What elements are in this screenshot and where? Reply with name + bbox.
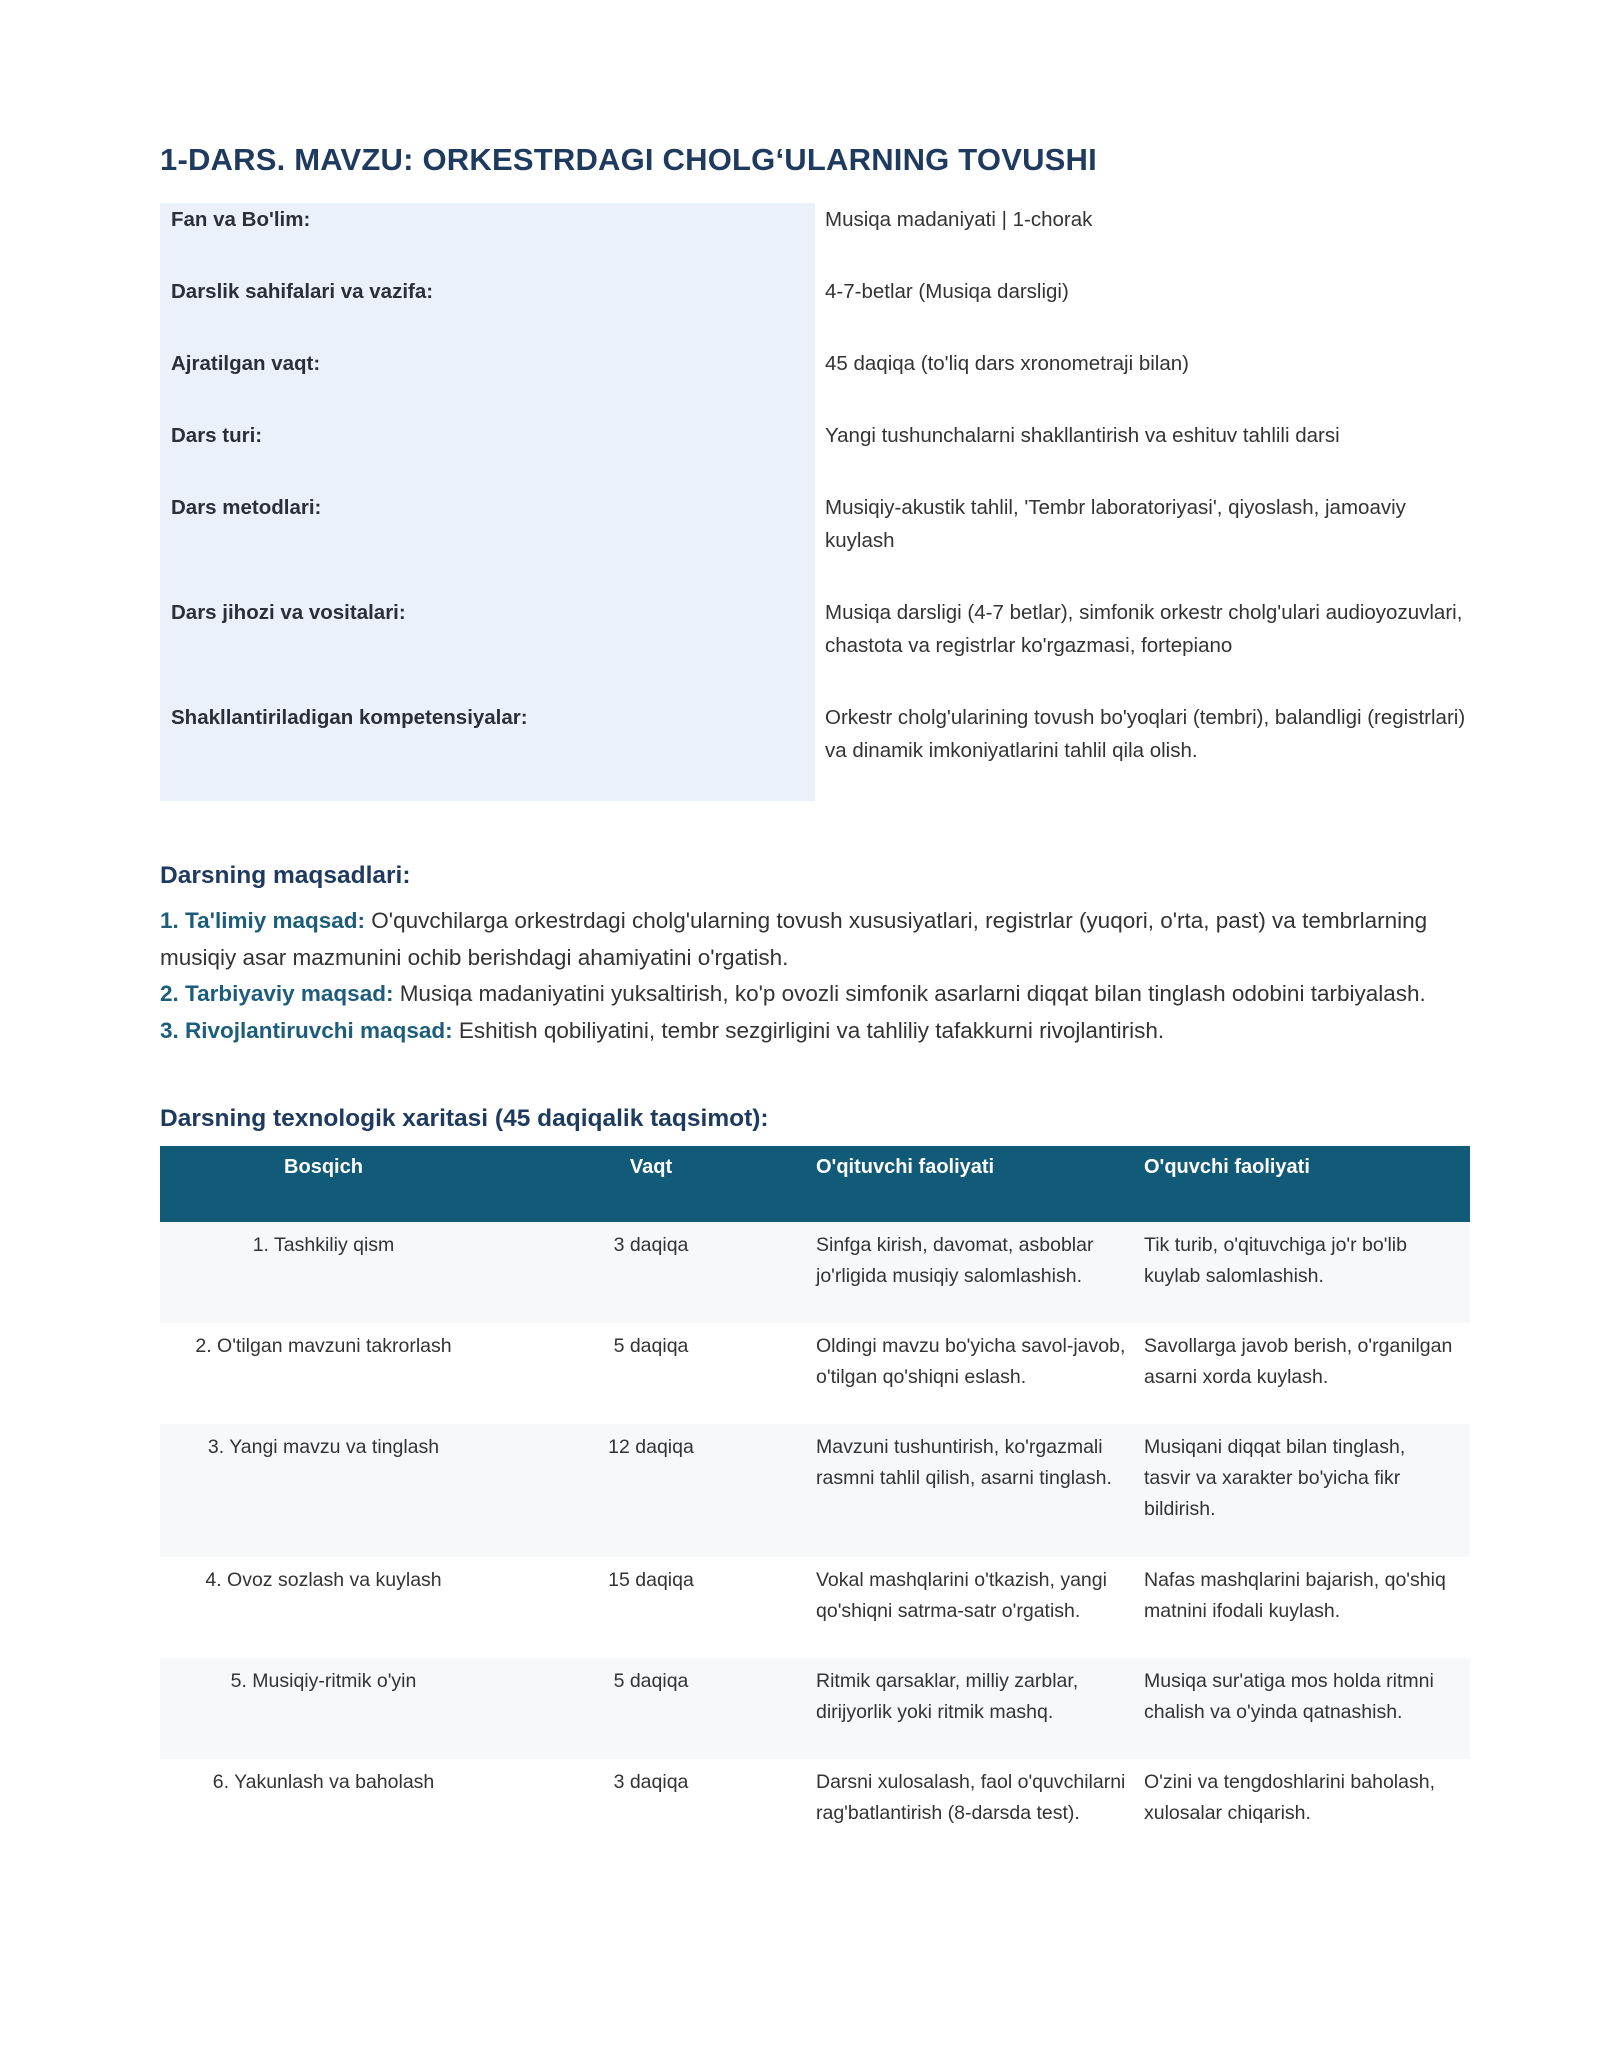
goals-heading: Darsning maqsadlari: <box>160 862 411 889</box>
stage-cell: 3. Yangi mavzu va tinglash <box>160 1424 487 1557</box>
info-value: Yangi tushunchalarni shakllantirish va eshituv tahlili darsi <box>825 424 1340 447</box>
time-cell: 15 daqiqa <box>608 1569 694 1591</box>
tech-map-table <box>160 1146 1470 1869</box>
stage-cell: 2. O'tilgan mavzuni takrorlash <box>195 1335 452 1357</box>
info-label: Fan va Bo'lim: <box>160 203 815 275</box>
table-row <box>160 1759 1470 1869</box>
table-row <box>160 1323 1470 1424</box>
info-label: Darslik sahifalari va vazifa: <box>160 275 815 347</box>
goal-label: 3. Rivojlantiruvchi maqsad: <box>160 1017 453 1043</box>
stage-cell: 6. Yakunlash va baholash <box>212 1771 435 1793</box>
student-cell: Musiqa sur'atiga mos holda ritmni chalish va o'yinda qatnashish. <box>1143 1658 1470 1759</box>
goals-list <box>160 903 1470 1049</box>
info-row <box>160 203 1470 275</box>
goal-text: Eshitish qobiliyatini, tembr sezgirligini va tahliliy tafakkurni rivojlantirish. <box>452 1017 1165 1043</box>
info-label: Dars jihozi va vositalari: <box>160 596 815 701</box>
tech-map-heading: Darsning texnologik xaritasi (45 daqiqalik taqsimot): <box>160 1105 769 1132</box>
info-value: 4-7-betlar (Musiqa darsligi) <box>825 280 1069 303</box>
goal-text: Musiqa madaniyatini yuksaltirish, ko'p ovozli simfonik asarlarni diqqat bilan tinglash odobini tarbiyalash. <box>393 981 1426 1006</box>
info-row <box>160 275 1470 347</box>
stage-cell: 5. Musiqiy-ritmik o'yin <box>160 1658 487 1759</box>
stage-cell: 4. Ovoz sozlash va kuylash <box>205 1569 442 1591</box>
column-header-stage: Bosqich <box>160 1146 487 1222</box>
teacher-cell: Oldingi mavzu bo'yicha savol-javob, o'tilgan qo'shiqni eslash. <box>816 1335 1126 1388</box>
info-label: Ajratilgan vaqt: <box>160 347 815 419</box>
teacher-cell: Darsni xulosalash, faol o'quvchilarni rag'batlantirish (8-darsda test). <box>816 1771 1126 1824</box>
student-cell: Nafas mashqlarini bajarish, qo'shiq matnini ifodali kuylash. <box>1144 1569 1446 1622</box>
info-label: Dars metodlari: <box>160 491 815 596</box>
info-row <box>160 347 1470 419</box>
teacher-cell: Vokal mashqlarini o'tkazish, yangi qo'shiqni satrma-satr o'rgatish. <box>816 1569 1107 1622</box>
time-cell: 12 daqiqa <box>487 1424 815 1557</box>
info-value: Musiqiy-akustik tahlil, 'Tembr laboratoriyasi', qiyoslash, jamoaviy kuylash <box>825 496 1406 552</box>
table-row <box>160 1658 1470 1759</box>
table-row <box>160 1424 1470 1557</box>
info-value: Orkestr cholg'ularining tovush bo'yoqlari (tembri), balandligi (registrlari) va dinamik imkoniyatlarini tahlil qila olish. <box>825 706 1466 762</box>
info-row <box>160 596 1470 701</box>
page-title: 1-DARS. MAVZU: ORKESTRDAGI CHOLG‘ULARNING TOVUSHI <box>160 142 1097 177</box>
table-row <box>160 1557 1470 1658</box>
info-row <box>160 701 1470 801</box>
time-cell: 3 daqiqa <box>613 1771 689 1793</box>
goal-item <box>160 1013 1470 1050</box>
goal-item <box>160 976 1470 1013</box>
time-cell: 3 daqiqa <box>487 1222 815 1323</box>
student-cell: O'zini va tengdoshlarini baholash, xulosalar chiqarish. <box>1144 1771 1435 1824</box>
student-cell: Musiqani diqqat bilan tinglash, tasvir va xarakter bo'yicha fikr bildirish. <box>1143 1424 1470 1557</box>
info-row <box>160 419 1470 491</box>
time-cell: 5 daqiqa <box>613 1335 689 1357</box>
info-row <box>160 491 1470 596</box>
table-row <box>160 1222 1470 1323</box>
student-cell: Tik turib, o'qituvchiga jo'r bo'lib kuylab salomlashish. <box>1143 1222 1470 1323</box>
column-header-time: Vaqt <box>487 1146 815 1222</box>
column-header-student: O'quvchi faoliyati <box>1143 1146 1470 1222</box>
lesson-info-table <box>160 203 1470 801</box>
teacher-cell: Mavzuni tushuntirish, ko'rgazmali rasmni tahlil qilish, asarni tinglash. <box>815 1424 1143 1557</box>
teacher-cell: Ritmik qarsaklar, milliy zarblar, dirijyorlik yoki ritmik mashq. <box>815 1658 1143 1759</box>
goal-label: 2. Tarbiyaviy maqsad: <box>160 981 394 1006</box>
goal-label: 1. Ta'limiy maqsad: <box>160 908 366 933</box>
column-header-teacher: O'qituvchi faoliyati <box>815 1146 1143 1222</box>
time-cell: 5 daqiqa <box>487 1658 815 1759</box>
student-cell: Savollarga javob berish, o'rganilgan asarni xorda kuylash. <box>1144 1335 1453 1388</box>
info-value: Musiqa darsligi (4-7 betlar), simfonik orkestr cholg'ulari audioyozuvlari, chastota va registrlar ko'rgazmasi, fortepiano <box>825 601 1463 657</box>
goal-text: O'quvchilarga orkestrdagi cholg'ularning tovush xususiyatlari, registrlar (yuqori, o'rta, past) va tembrlarning musiqiy asar mazmunini ochib berishdagi ahamiyatini o'rgatish. <box>160 908 1428 970</box>
info-label: Shakllantiriladigan kompetensiyalar: <box>160 701 815 801</box>
teacher-cell: Sinfga kirish, davomat, asboblar jo'rligida musiqiy salomlashish. <box>815 1222 1143 1323</box>
stage-cell: 1. Tashkiliy qism <box>160 1222 487 1323</box>
info-value: Musiqa madaniyati | 1-chorak <box>825 208 1093 231</box>
goal-item <box>160 903 1470 976</box>
table-header-row <box>160 1146 1470 1222</box>
info-label: Dars turi: <box>160 419 815 491</box>
info-value: 45 daqiqa (to'liq dars xronometraji bilan) <box>825 352 1189 375</box>
